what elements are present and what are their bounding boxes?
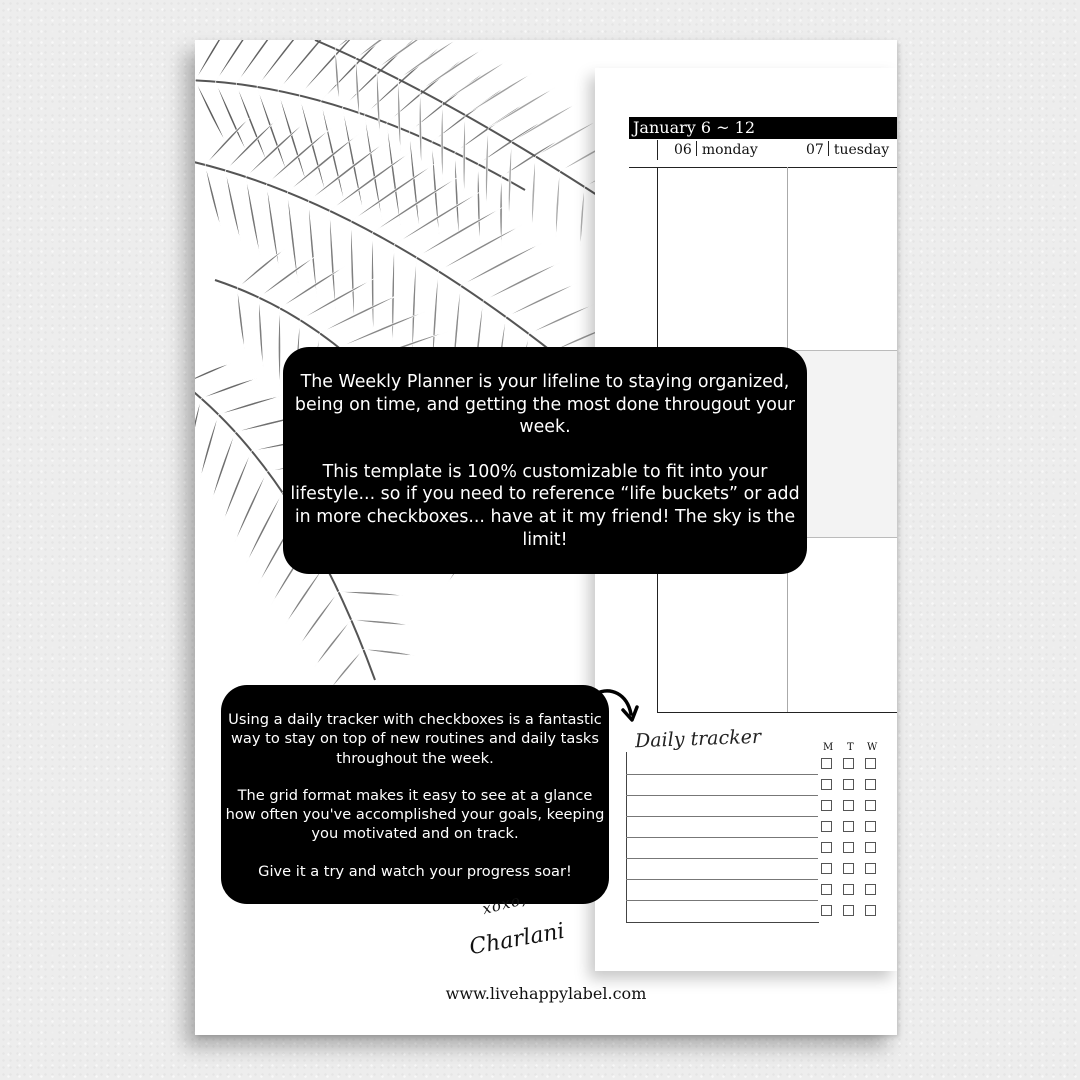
tracker-checkbox[interactable] — [843, 842, 854, 853]
tracker-checkbox[interactable] — [843, 905, 854, 916]
week-label: January 6 ~ 12 — [629, 117, 897, 139]
daily-tracker-callout — [221, 685, 609, 904]
tracker-checkbox[interactable] — [865, 758, 876, 769]
tracker-checkbox[interactable] — [843, 884, 854, 895]
tracker-col-m: M — [823, 742, 834, 753]
tracker-checkbox[interactable] — [843, 863, 854, 874]
poster — [195, 40, 897, 1035]
day-name: tuesday — [833, 142, 890, 158]
tracker-row-line — [626, 900, 818, 901]
tracker-checkbox[interactable] — [843, 758, 854, 769]
day-number: 07 — [806, 142, 824, 158]
tracker-row-line — [626, 879, 818, 880]
tracker-checkbox[interactable] — [821, 905, 832, 916]
curved-arrow-icon — [591, 686, 641, 726]
tracker-col-t: T — [847, 742, 854, 753]
tracker-checkbox[interactable] — [865, 800, 876, 811]
website-url: www.livehappylabel.com — [445, 984, 647, 1003]
tracker-checkbox[interactable] — [865, 821, 876, 832]
signature-xoxo: xoxo, — [480, 889, 529, 919]
tracker-checkbox[interactable] — [821, 779, 832, 790]
tracker-checkbox[interactable] — [821, 884, 832, 895]
tracker-checkbox[interactable] — [865, 884, 876, 895]
tracker-checkbox[interactable] — [865, 779, 876, 790]
tracker-checkbox[interactable] — [821, 821, 832, 832]
tracker-checkbox[interactable] — [865, 842, 876, 853]
callout-paragraph: Give it a try and watch your progress soar! — [258, 862, 572, 880]
signature-name: Charlani — [467, 918, 567, 961]
tracker-title: Daily tracker — [634, 725, 762, 753]
weekly-planner-callout — [283, 347, 807, 574]
tracker-checkbox[interactable] — [865, 905, 876, 916]
tracker-row-line — [626, 837, 818, 838]
tracker-col-w: W — [867, 742, 878, 753]
callout-paragraph: The grid format makes it easy to see at a glance how often you've accomplished your goals, keeping you motivated and on track. — [225, 786, 605, 843]
tracker-row-line — [626, 795, 818, 796]
tracker-row-line — [626, 858, 818, 859]
tracker-checkbox[interactable] — [821, 758, 832, 769]
days-bottom-rule — [657, 712, 897, 713]
tracker-checkbox[interactable] — [865, 863, 876, 874]
tracker-checkbox[interactable] — [843, 779, 854, 790]
day-number: 06 — [674, 142, 692, 158]
callout-paragraph: This template is 100% customizable to fit into your lifestyle... so if you need to reference “life buckets” or add in more checkboxes... have at it my friend! The sky is the limit! — [290, 461, 800, 550]
tracker-checkbox[interactable] — [821, 863, 832, 874]
tracker-row-line — [626, 774, 818, 775]
header-rule — [629, 167, 897, 168]
day-header-monday — [674, 141, 758, 158]
tracker-checkbox[interactable] — [821, 800, 832, 811]
tracker-checkbox[interactable] — [821, 842, 832, 853]
tracker-checkbox[interactable] — [843, 800, 854, 811]
tracker-row-line — [626, 816, 818, 817]
day-name: monday — [701, 142, 758, 158]
tracker-checkbox[interactable] — [843, 821, 854, 832]
header-divider — [657, 140, 658, 160]
callout-paragraph: The Weekly Planner is your lifeline to staying organized, being on time, and getting the most done througout your week. — [294, 372, 796, 438]
day-header-tuesday — [806, 141, 889, 158]
callout-paragraph: Using a daily tracker with checkboxes is a fantastic way to stay on top of new routines and daily tasks throughout the week. — [228, 711, 602, 767]
